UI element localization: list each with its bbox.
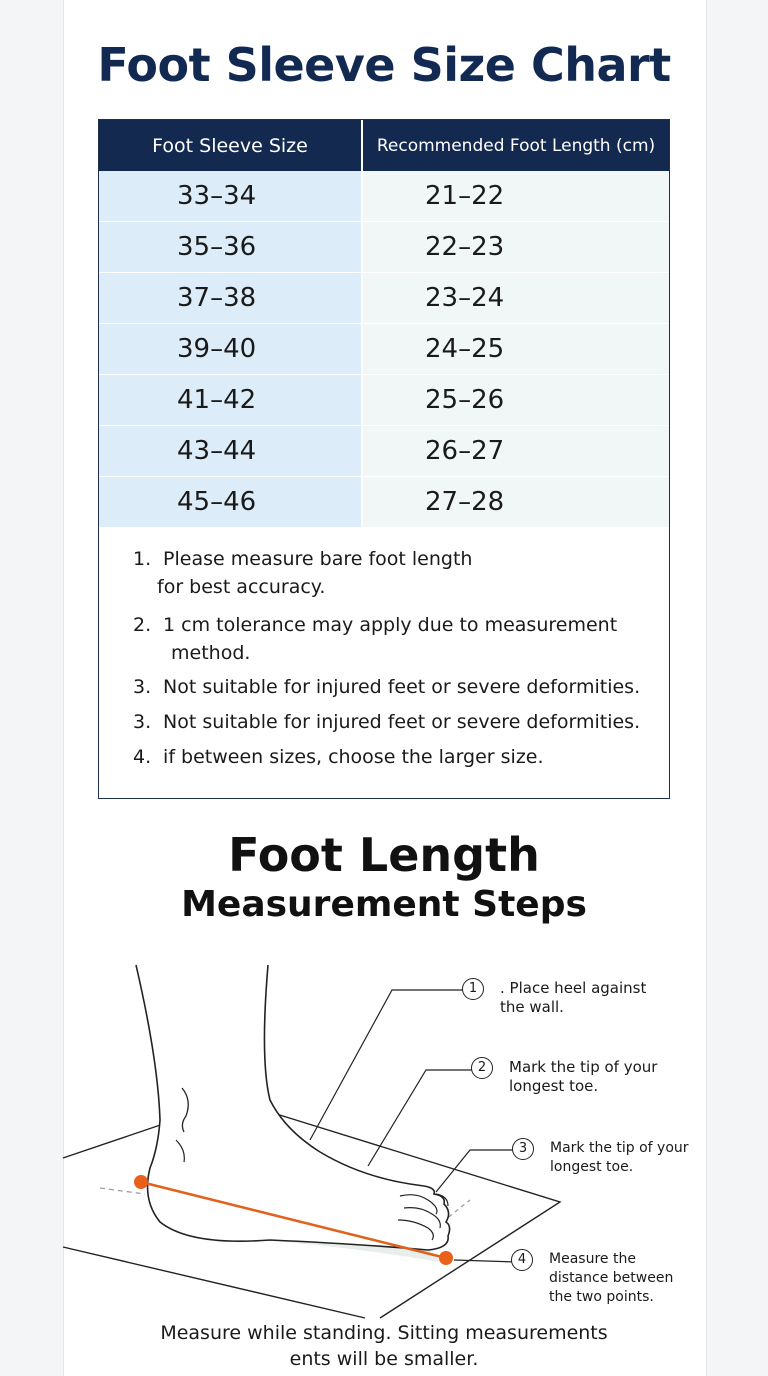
section-title: Foot Length [228, 828, 540, 882]
size-cell: 35–36 [99, 222, 362, 273]
note-text: Not suitable for injured feet or severe deformities. [163, 676, 641, 698]
header-size: Foot Sleeve Size [99, 120, 362, 171]
step-text-continued: longest toe. [509, 1077, 599, 1095]
note-text-continued: method. [171, 642, 251, 664]
length-cell: 21–22 [362, 171, 669, 222]
step-number-badge: 4 [511, 1249, 533, 1271]
step2-leader [368, 1070, 474, 1166]
footer-note [0, 1320, 768, 1372]
step-text-continued: longest toe. [550, 1159, 634, 1175]
note-number: 2. [133, 614, 152, 636]
table-header-row [99, 120, 669, 171]
size-cell: 43–44 [99, 426, 362, 477]
note-number: 3. [133, 711, 152, 733]
note-text: 1 cm tolerance may apply due to measurement [163, 614, 618, 636]
note-item [133, 708, 640, 736]
step-text: Mark the tip of your [509, 1058, 658, 1076]
header-foot-length: Recommended Foot Length (cm) [362, 120, 669, 171]
length-cell: 27–28 [362, 477, 669, 528]
note-text: if between sizes, choose the larger size. [163, 746, 544, 768]
step-3-label [518, 1139, 689, 1177]
step-text: Mark the tip of your [550, 1140, 689, 1156]
step-text-continued: the two points. [549, 1289, 654, 1305]
length-cell: 26–27 [362, 426, 669, 477]
step-text-continued: distance between [549, 1270, 674, 1286]
size-chart-box [98, 119, 670, 799]
step-text-continued: the wall. [500, 998, 564, 1016]
table-row [99, 324, 669, 375]
table-row [99, 222, 669, 273]
note-text-continued: for best accuracy. [157, 576, 326, 598]
step-text: . Place heel against [500, 979, 647, 997]
note-text: Please measure bare foot length [163, 548, 473, 570]
note-text: Not suitable for injured feet or severe deformities. [163, 711, 641, 733]
foot-outline [136, 965, 450, 1250]
note-number: 4. [133, 746, 152, 768]
size-cell: 45–46 [99, 477, 362, 528]
table-row [99, 171, 669, 222]
step-number-badge: 3 [512, 1138, 534, 1160]
size-cell: 37–38 [99, 273, 362, 324]
step-number-badge: 2 [471, 1057, 493, 1079]
note-item [133, 545, 472, 601]
notes-list [99, 545, 669, 797]
heel-guide-dash [100, 1188, 145, 1194]
note-item [133, 743, 544, 771]
note-item [133, 611, 617, 667]
step-4-label [517, 1250, 674, 1307]
note-item [133, 673, 640, 701]
floor-front-line [63, 1247, 365, 1318]
step-2-label [477, 1058, 658, 1096]
size-cell: 33–34 [99, 171, 362, 222]
toe-point-marker [439, 1251, 453, 1265]
note-number: 1. [133, 548, 152, 570]
table-row [99, 477, 669, 528]
heel-point-marker [134, 1175, 148, 1189]
table-row [99, 375, 669, 426]
table-row [99, 273, 669, 324]
step1-leader [310, 990, 466, 1140]
note-number: 3. [133, 676, 152, 698]
step4-leader [454, 1260, 516, 1262]
size-table [99, 120, 669, 528]
size-cell: 39–40 [99, 324, 362, 375]
step-number-badge: 1 [462, 978, 484, 1000]
size-cell: 41–42 [99, 375, 362, 426]
length-cell: 24–25 [362, 324, 669, 375]
step-text: Measure the [549, 1251, 636, 1267]
footer-line: ents will be smaller. [289, 1348, 479, 1370]
step-1-label [468, 979, 647, 1017]
length-cell: 22–23 [362, 222, 669, 273]
footer-line: Measure while standing. Sitting measurements [160, 1322, 608, 1344]
length-cell: 23–24 [362, 273, 669, 324]
section-subtitle: Measurement Steps [181, 884, 587, 925]
length-cell: 25–26 [362, 375, 669, 426]
page-title: Foot Sleeve Size Chart [97, 38, 671, 92]
table-row [99, 426, 669, 477]
